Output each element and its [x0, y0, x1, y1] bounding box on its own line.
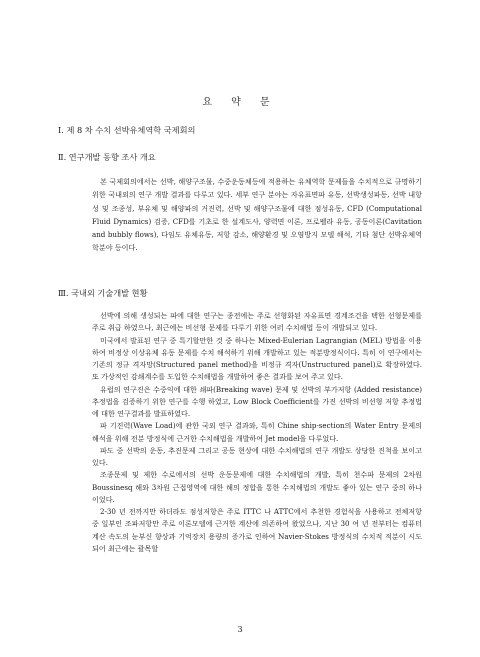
section-heading-3: Ⅲ. 국내외 기술개발 현황: [58, 288, 148, 298]
section-3-paragraph: 2-30 년 전까지만 하더라도 점성저항은 주로 ITTC 나 ATTC에서 추천한 경험식을 사용하고 전체저항 중 일부인 조파저항만 주로 이론모델에 근거한 계산에 의존하여 왔었으나, 지난 30 여 년 전부터는 컴퓨터 계산 속도의 눈부신 향상과 기억장치 용량의 증가로 인하여 Navier-Stokes 방정식의 수치적 적분이 시도 되어 최근에는 괄목할: [92, 507, 422, 553]
section-2-paragraph: 본 국제회의에서는 선박, 해양구조물, 수중운동체등에 적용하는 유체역학 문제들을 수치적으로 규명하기 위한 국내외의 연구 개발 결과를 다루고 있다. 세부 연구 분야는 자유표면파 유동, 선박생성파동, 선박 내항성 및 조종성, 부유체 및 해양파의 거진력, 선박 및 해양구조물에 대한 점성유동, CFD (Computational Fluid Dynamics) 검증, CFD를 기초로 한 설계도사, 양력면 이론, 프로펠라 유동, 공동이론(Cavitation and bubbly flows), 다임도 유체유동, 저항 감소, 해양환경 및 오염방지 모델 해석, 기타 첨단 선박유체역학분야 등이다.: [92, 177, 422, 253]
page-title: 요 약 문: [202, 97, 278, 108]
section-3-paragraph: 파도 중 선박의 운동, 추진문제 그리고 공동 현상에 대한 수치해법의 연구 개발도 상당한 진척을 보이고 있다.: [92, 445, 422, 467]
section-3-paragraph: 미국에서 발표된 연구 중 특기할만한 것 중 하나는 Mixed-Eulerian Lagrangian (MEL) 방법을 이용하여 비정상 이상유체 유동 문제를 수치 해석하기 위해 개발하고 있는 적분방정식이다. 특히 이 연구에서는 기존의 정규 격자망(Structured panel method)을 비정규 격자(Unstructured panel)로 확장하였다. 또 가상적인 감쇄계수를 도입한 수치해법을 개발하여 좋은 결과를 보여 주고 있다.: [92, 335, 422, 382]
page-number: 3: [237, 625, 243, 634]
section-3-paragraph: 유럽의 연구진은 수중익에 대한 쇄파(Breaking wave) 문제 및 선박의 부가저항 (Added resistance) 추정법을 검증하기 위한 연구를 수행 하였고, Low Block Coefficient를 가진 선박의 비선형 저항 추정법에 대한 연구결과를 발표하였다.: [92, 384, 422, 418]
section-3-paragraph: 파 기진력(Wave Load)에 관한 국외 연구 결과와, 특히 Chine ship-section의 Water Entry 문제의 해석을 위해 전분 방정식에 근거한 수치해법을 개발하여 Jet model을 다루었다.: [92, 421, 422, 443]
section-3-paragraph: 조종문제 및 제한 수로에서의 선박 운동문제에 대한 수치해법의 개발, 특히 천수파 문제의 2차원 Boussinesq 해와 3차원 근접영역에 대한 해의 정합을 통한 수치해법의 개발도 좋아 있는 연구 중의 하나이었다.: [92, 470, 422, 504]
section-heading-2: Ⅱ. 연구개발 동향 조사 개요: [58, 152, 156, 162]
section-heading-1: Ⅰ. 제 8 차 수치 선박유체역학 국제회의: [58, 125, 196, 135]
section-2-body: [92, 175, 422, 255]
section-3-body: [92, 310, 422, 555]
section-3-paragraph: 선박에 의해 생성되는 파에 대한 연구는 종전에는 주로 선형화된 자유표면 경계조건을 택한 선형문제를 주로 취급 하였으나, 최근에는 비선형 문제를 다루기 위한 여러 수치해법 등이 개발되고 있다.: [92, 311, 422, 333]
